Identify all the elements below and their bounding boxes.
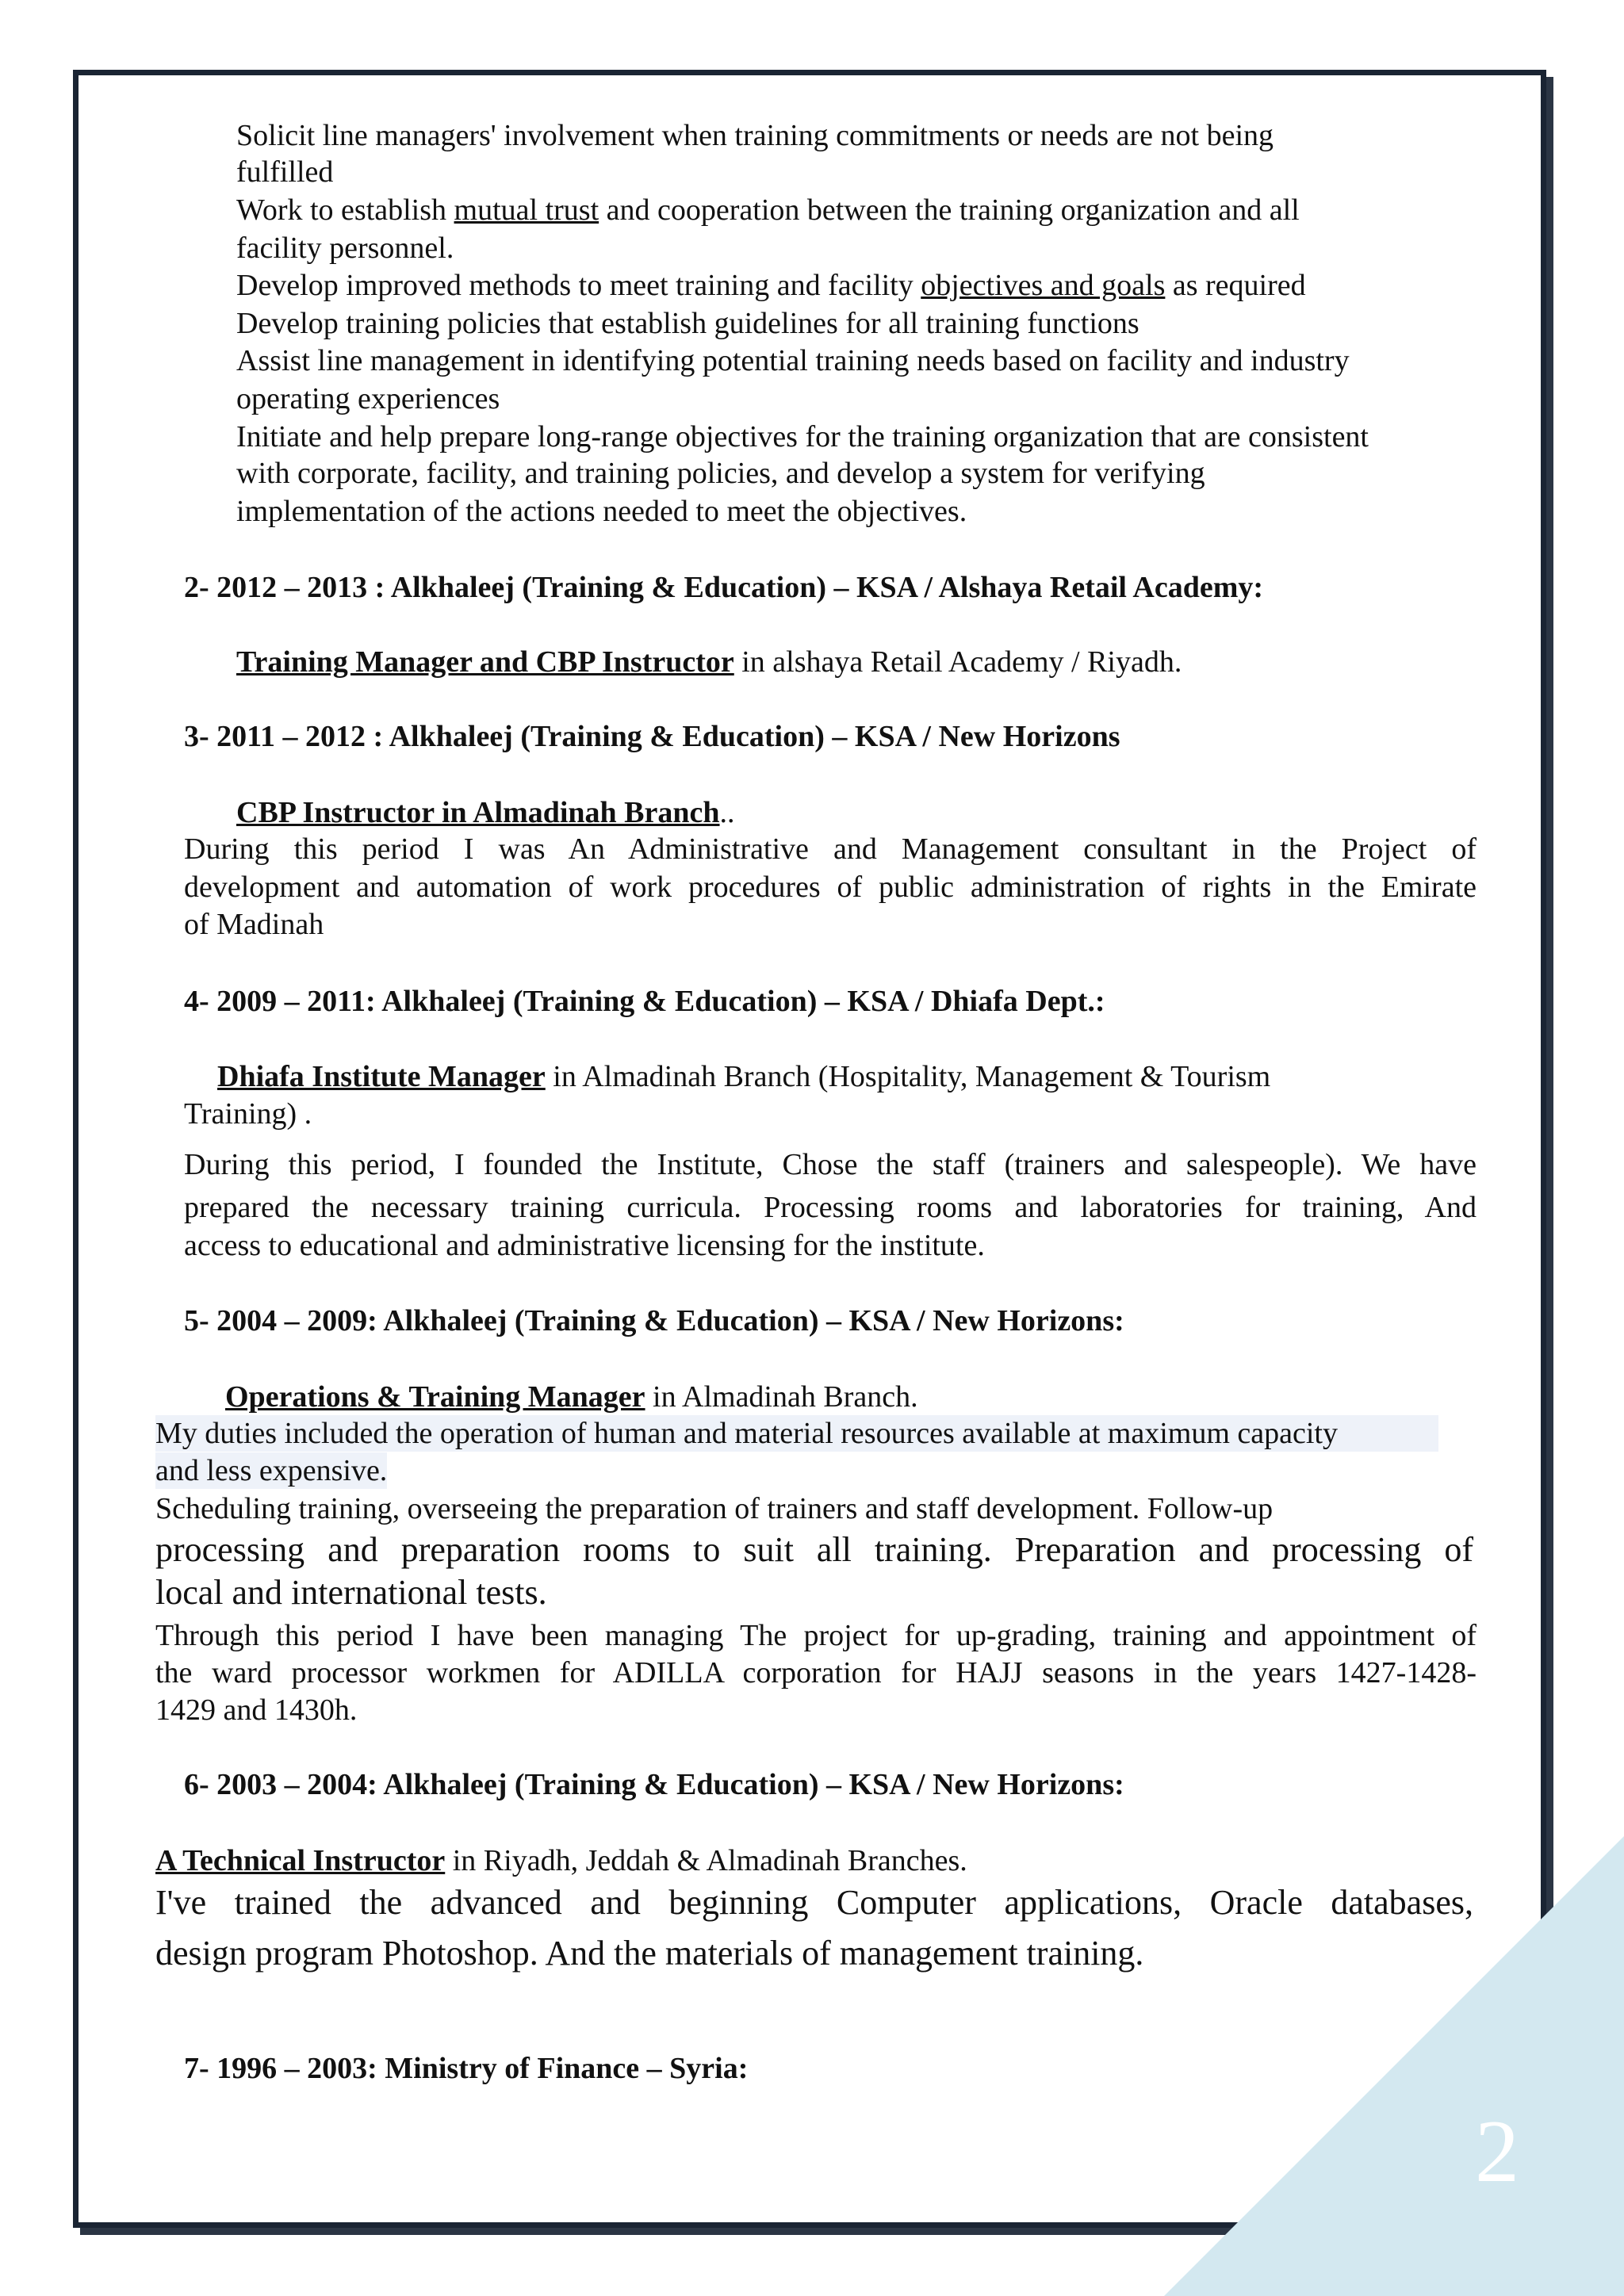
duty-line: Solicit line managers' involvement when training commitments or needs are not being <box>236 119 1274 152</box>
paragraph-line: prepared the necessary training curricula. Processing rooms and laboratories for training, And <box>184 1191 1477 1224</box>
role-line: Training) . <box>184 1097 312 1131</box>
duty-line: Develop training policies that establish guidelines for all training functions <box>236 307 1139 340</box>
role-title: A Technical Instructor <box>155 1844 446 1877</box>
section-heading: 5- 2004 – 2009: Alkhaleej (Training & Education) – KSA / New Horizons: <box>184 1304 1124 1337</box>
section-heading: 3- 2011 – 2012 : Alkhaleej (Training & Education) – KSA / New Horizons <box>184 720 1120 753</box>
section-heading: 6- 2003 – 2004: Alkhaleej (Training & Education) – KSA / New Horizons: <box>184 1768 1124 1801</box>
section-heading: 7- 1996 – 2003: Ministry of Finance – Syria: <box>184 2052 749 2085</box>
role-line: CBP Instructor in Almadinah Branch.. <box>236 796 735 829</box>
role-title: Dhiafa Institute Manager <box>217 1060 546 1093</box>
paragraph-line: development and automation of work procedures of public administration of rights in the Emirate <box>184 871 1477 904</box>
duty-line: Develop improved methods to meet training and facility objectives and goals as required <box>236 269 1306 302</box>
paragraph-line: Scheduling training, overseeing the preparation of trainers and staff development. Follow-up <box>155 1492 1274 1525</box>
duty-line: operating experiences <box>236 382 500 415</box>
duty-line: with corporate, facility, and training policies, and develop a system for verifying <box>236 457 1205 490</box>
duty-line: Work to establish mutual trust and cooperation between the training organization and all <box>236 193 1300 227</box>
paragraph-line: of Madinah <box>184 908 324 941</box>
paragraph-line: Through this period I have been managing The project for up-grading, training and appointment of <box>155 1619 1477 1652</box>
duty-line: implementation of the actions needed to meet the objectives. <box>236 495 967 528</box>
role-line: A Technical Instructor in Riyadh, Jeddah & Almadinah Branches. <box>155 1844 967 1877</box>
role-line: Dhiafa Institute Manager in Almadinah Branch (Hospitality, Management & Tourism <box>217 1060 1271 1093</box>
role-title: CBP Instructor in Almadinah Branch <box>236 796 720 829</box>
paragraph-line: 1429 and 1430h. <box>155 1693 358 1727</box>
paragraph-line: access to educational and administrative licensing for the institute. <box>184 1229 985 1262</box>
paragraph-line: design program Photoshop. And the materials of management training. <box>155 1934 1144 1973</box>
duty-line: Assist line management in identifying potential training needs based on facility and industry <box>236 344 1350 377</box>
duty-line: Initiate and help prepare long-range objectives for the training organization that are consistent <box>236 420 1369 453</box>
role-line: Operations & Training Manager in Almadinah Branch. <box>225 1380 918 1414</box>
role-title: Training Manager and CBP Instructor <box>236 645 734 679</box>
paragraph-line: the ward processor workmen for ADILLA corporation for HAJJ seasons in the years 1427-1428- <box>155 1656 1477 1689</box>
paragraph-line: local and international tests. <box>155 1573 547 1612</box>
paragraph-line: I've trained the advanced and beginning Computer applications, Oracle databases, <box>155 1883 1473 1922</box>
paragraph-line: During this period, I founded the Institute, Chose the staff (trainers and salespeople). We have <box>184 1148 1477 1181</box>
section-heading: 2- 2012 – 2013 : Alkhaleej (Training & Education) – KSA / Alshaya Retail Academy: <box>184 571 1264 604</box>
page-number: 2 <box>1475 2103 1519 2201</box>
paragraph-line: processing and preparation rooms to suit all training. Preparation and processing of <box>155 1530 1473 1569</box>
paragraph-line: and less expensive. <box>155 1454 388 1487</box>
role-title: Operations & Training Manager <box>225 1380 645 1414</box>
paragraph-line: My duties included the operation of human and material resources available at maximum capacity <box>155 1415 1438 1452</box>
duty-line: fulfilled <box>236 155 334 189</box>
duty-line: facility personnel. <box>236 232 454 265</box>
section-heading: 4- 2009 – 2011: Alkhaleej (Training & Education) – KSA / Dhiafa Dept.: <box>184 985 1105 1018</box>
role-line: Training Manager and CBP Instructor in alshaya Retail Academy / Riyadh. <box>236 645 1182 679</box>
paragraph-line: During this period I was An Administrative and Management consultant in the Project of <box>184 832 1477 866</box>
